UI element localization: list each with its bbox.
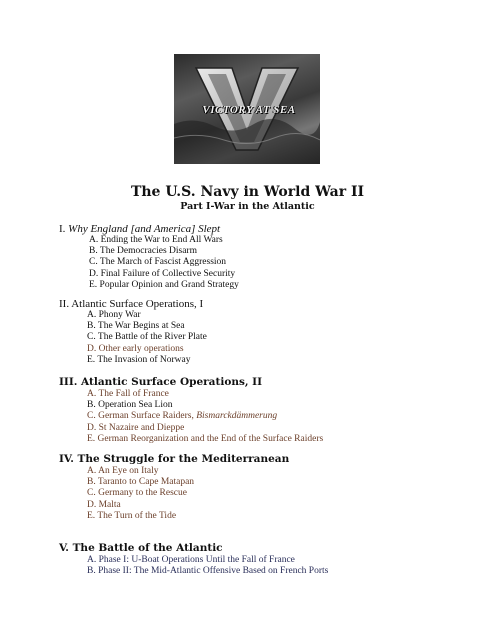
list-item: D. Malta — [87, 499, 121, 510]
section-3-heading: III. Atlantic Surface Operations, II — [59, 376, 262, 388]
section-2 — [59, 298, 207, 366]
section-2-heading: II. Atlantic Surface Operations, I — [59, 298, 204, 310]
list-item-text: C. German Surface Raiders, — [87, 411, 197, 422]
section-1-list — [59, 235, 239, 291]
list-item: D. Other early operations — [87, 343, 184, 354]
section-4 — [59, 453, 289, 522]
section-1-heading-title: Why England [and America] Slept — [68, 223, 221, 235]
list-item: D. St Nazaire and Dieppe — [87, 422, 185, 433]
section-3 — [59, 376, 323, 445]
list-item-emphasis: Bismarckdämmerung — [196, 411, 278, 422]
section-1-heading — [59, 223, 239, 235]
list-item — [87, 411, 323, 422]
list-item: D. Final Failure of Collective Security — [89, 268, 236, 279]
list-item: B. Taranto to Cape Matapan — [87, 477, 195, 488]
section-5 — [59, 542, 328, 577]
list-item: A. The Fall of France — [87, 389, 169, 399]
section-4-heading: IV. The Struggle for the Mediterranean — [59, 453, 290, 465]
section-1-heading-prefix: I. — [59, 223, 69, 235]
list-item: C. Germany to the Rescue — [87, 488, 187, 499]
list-item: E. The Turn of the Tide — [87, 510, 177, 521]
section-5-heading: V. The Battle of the Atlantic — [59, 542, 223, 554]
list-item: A. Phase I: U-Boat Operations Until the Fall of France — [87, 555, 295, 565]
list-item: B. Operation Sea Lion — [87, 400, 173, 411]
list-item: E. Popular Opinion and Grand Strategy — [89, 279, 239, 290]
section-3-list — [59, 389, 323, 445]
logo-text: VICTORY AT SEA — [202, 104, 296, 116]
section-4-list — [59, 466, 289, 522]
section-1 — [59, 223, 239, 291]
list-item: B. Phase II: The Mid-Atlantic Offensive Based on French Ports — [87, 566, 329, 577]
victory-at-sea-logo-image — [174, 54, 320, 164]
section-5-list — [59, 555, 328, 577]
document-title: The U.S. Navy in World War II — [130, 184, 365, 200]
document-subtitle: Part I-War in the Atlantic — [180, 201, 315, 212]
list-item: A. Ending the War to End All Wars — [89, 235, 223, 245]
section-2-list — [59, 310, 207, 366]
list-item: B. The War Begins at Sea — [87, 321, 185, 332]
list-item: A. Phony War — [87, 310, 141, 320]
list-item: E. The Invasion of Norway — [87, 354, 191, 365]
list-item: E. German Reorganization and the End of the Surface Raiders — [87, 433, 324, 444]
list-item: B. The Democracies Disarm — [89, 246, 197, 257]
list-item: C. The March of Fascist Aggression — [89, 257, 227, 268]
list-item: C. The Battle of the River Plate — [87, 332, 207, 343]
list-item: A. An Eye on Italy — [87, 466, 159, 476]
